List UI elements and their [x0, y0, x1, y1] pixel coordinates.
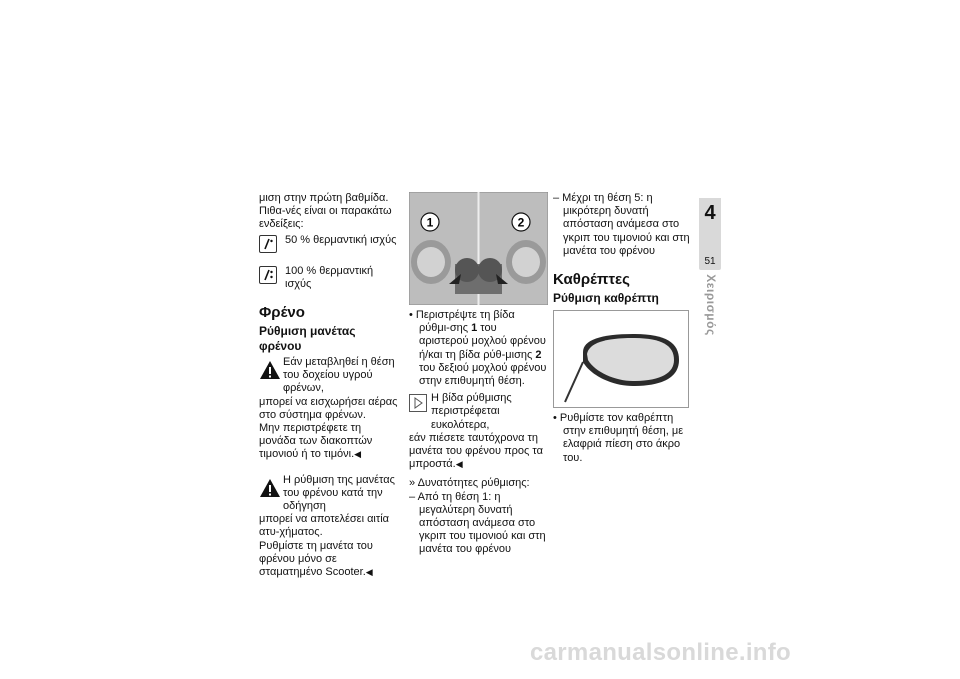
warning-2-rest: μπορεί να αποτελέσει αιτία ατυ-χήματος.	[259, 513, 390, 539]
brake-lever-adjustment-photo	[409, 192, 548, 305]
note-rest: εάν πιέσετε ταυτόχρονα τη μανέτα του φρένου προς τα μπροστά.◀	[409, 431, 543, 471]
intro-text: μιση στην πρώτη βαθμίδα. Πιθα-νές είναι οι παρακάτω ενδείξεις:	[259, 192, 392, 231]
note-icon	[409, 394, 427, 412]
note-first: Η βίδα ρύθμισης περιστρέφεται ευκολότερα,	[431, 392, 512, 431]
column-left	[259, 192, 399, 579]
watermark: carmanualsonline.info	[530, 639, 792, 666]
photo-label-1: 1	[426, 215, 434, 230]
warning-block-1	[259, 356, 399, 462]
subheading-mirror-adjust: Ρύθμιση καθρέπτη	[553, 291, 659, 306]
mirror-bullet: • Ρυθμίστε τον καθρέπτη στην επιθυμητή θέση, με ελαφριά πίεση στο άκρο του.	[553, 412, 684, 464]
subheading-brake-lever: Ρύθμιση μανέτας φρένου	[259, 324, 356, 354]
heat-100-icon	[259, 266, 277, 284]
adjust-bullet: • Περιστρέψτε τη βίδα ρύθμι-σης 1 του αριστερού μοχλού φρένου ή/και τη βίδα ρύθ-μισης 2 του δεξιού μοχλού φρένου στην επιθυμητή θέση.	[409, 309, 547, 388]
option-position-1: – Από τη θέση 1: η μεγαλύτερη δυνατή απόσταση ανάμεσα στο γκριπ του τιμονιού και στη μανέτα του φρένου	[409, 490, 546, 556]
warning-icon	[259, 360, 281, 380]
heat-50-icon	[259, 235, 277, 253]
warning-2-first: Η ρύθμιση της μανέτας του φρένου κατά την οδήγηση	[283, 473, 395, 513]
section-heading-brake: Φρένο	[259, 304, 305, 322]
heat-100-row	[259, 265, 399, 291]
option-position-5: – Μέχρι τη θέση 5: η μικρότερη δυνατή απόσταση ανάμεσα στο γκριπ του τιμονιού και στη μανέτα του φρένου	[553, 192, 690, 257]
warning-1-first: Εάν μεταβληθεί η θέση του δοχείου υγρού φρένων,	[283, 356, 395, 395]
section-heading-mirrors: Καθρέπτες	[553, 271, 630, 289]
warning-1-extra: Μην περιστρέφετε τη μονάδα των διακοπτών τιμονιού ή το τιμόνι.◀	[259, 422, 373, 461]
chapter-title: Χειρισμός	[704, 274, 718, 336]
warning-2-extra: Ρυθμίστε τη μανέτα του φρένου μόνο σε σταματημένο Scooter.◀	[259, 539, 373, 579]
column-right	[553, 192, 691, 465]
heat-50-row	[259, 234, 399, 253]
options-line: » Δυνατότητες ρύθμισης:	[409, 477, 530, 490]
warning-1-rest: μπορεί να εισχωρήσει αέρας στο σύστημα φρένων.	[259, 395, 398, 421]
heat-50-label: 50 % θερμαντική ισχύς	[285, 233, 397, 246]
heat-100-label: 100 % θερμαντική ισχύς	[285, 264, 374, 290]
note-block	[409, 392, 548, 471]
warning-icon	[259, 478, 281, 498]
page-number: 51	[704, 256, 716, 267]
column-middle	[409, 192, 548, 557]
photo-label-2: 2	[517, 215, 525, 230]
chapter-number: 4	[704, 202, 716, 224]
mirror-illustration	[553, 310, 689, 408]
warning-block-2	[259, 474, 399, 580]
